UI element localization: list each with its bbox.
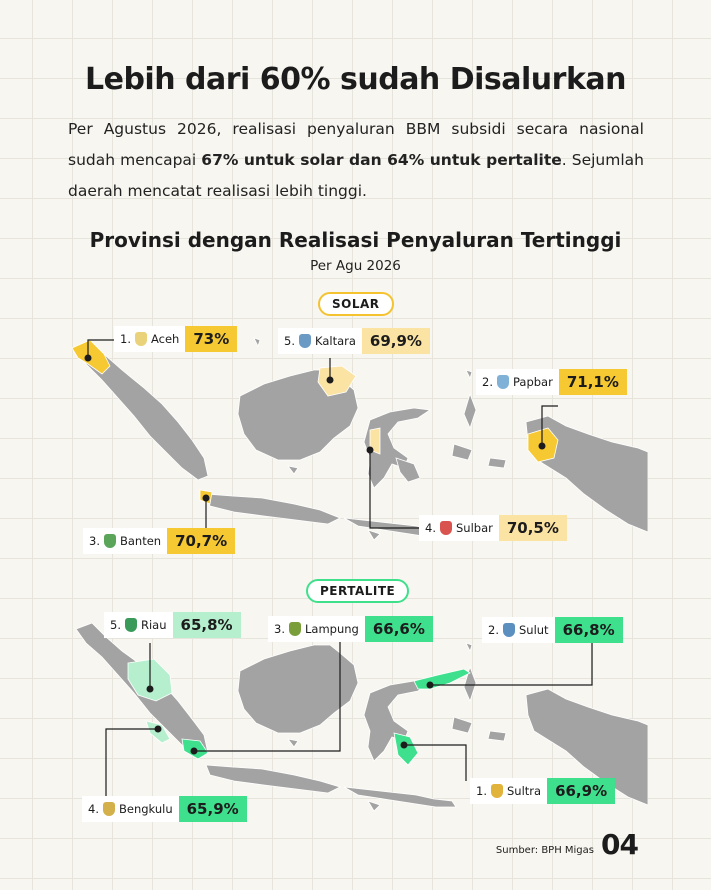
sulbar-emblem-icon — [440, 521, 452, 535]
intro-text-start: Per Agustus 2026, realisasi penyaluran BBM subsidi secara nasional sudah mencapai — [68, 120, 644, 169]
province-name: Riau — [140, 618, 167, 632]
solar-label-aceh — [114, 326, 237, 352]
rank: 5. — [110, 618, 121, 632]
pertalite-label-sulut — [482, 617, 623, 643]
province-value: 66,8% — [555, 617, 623, 643]
aceh-emblem-icon — [135, 332, 147, 346]
sulut-emblem-icon — [503, 623, 515, 637]
label-name-box — [419, 515, 499, 541]
solar-label-sulbar — [419, 515, 567, 541]
intro-paragraph — [68, 114, 644, 207]
solar-label-banten — [83, 528, 235, 554]
sulut-highlight — [414, 669, 470, 689]
sulawesi-southeast — [396, 458, 420, 482]
rank: 2. — [482, 375, 493, 389]
lampung-emblem-icon — [289, 622, 301, 636]
riau-emblem-icon — [125, 618, 137, 632]
pertalite-label-lampung — [268, 616, 433, 642]
solar-label-kaltara — [278, 328, 430, 354]
rank: 5. — [284, 334, 295, 348]
kaltara-emblem-icon — [299, 334, 311, 348]
intro-text-end: . Sejumlah daerah mencatat realisasi lebih tinggi. — [68, 151, 644, 200]
java-island — [206, 765, 340, 793]
rank: 2. — [488, 623, 499, 637]
rank: 4. — [88, 802, 99, 816]
province-value: 66,9% — [547, 778, 615, 804]
province-value: 65,8% — [173, 612, 241, 638]
maluku-islands — [452, 394, 506, 468]
province-name: Kaltara — [314, 334, 356, 348]
pertalite-badge: PERTALITE — [306, 579, 409, 603]
pertalite-label-bengkulu — [82, 796, 247, 822]
label-name-box — [470, 778, 547, 804]
label-name-box — [476, 369, 559, 395]
province-value: 65,9% — [179, 796, 247, 822]
solar-badge: SOLAR — [318, 292, 394, 316]
section-date: Per Agu 2026 — [310, 258, 401, 274]
page-number: 04 — [601, 828, 638, 861]
label-name-box — [114, 326, 185, 352]
label-name-box — [82, 796, 179, 822]
label-name-box — [278, 328, 362, 354]
province-value: 70,5% — [499, 515, 567, 541]
pertalite-label-riau — [104, 612, 241, 638]
sultra-emblem-icon — [491, 784, 503, 798]
intro-highlight: 67% untuk solar dan 64% untuk pertalite — [201, 151, 562, 169]
solar-label-papbar — [476, 369, 627, 395]
province-name: Sulbar — [455, 521, 493, 535]
rank: 3. — [274, 622, 285, 636]
bengkulu-emblem-icon — [103, 802, 115, 816]
province-name: Banten — [119, 534, 162, 548]
papbar-emblem-icon — [497, 375, 509, 389]
nusa-tenggara-islands — [344, 787, 456, 807]
province-value: 73% — [185, 326, 237, 352]
label-name-box — [482, 617, 555, 643]
province-value: 69,9% — [362, 328, 430, 354]
banten-emblem-icon — [104, 534, 116, 548]
label-name-box — [268, 616, 365, 642]
province-value: 66,6% — [365, 616, 433, 642]
province-name: Bengkulu — [118, 802, 173, 816]
label-name-box — [83, 528, 167, 554]
province-name: Sulut — [518, 623, 549, 637]
java-island — [206, 494, 340, 524]
rank: 1. — [476, 784, 487, 798]
province-value: 71,1% — [559, 369, 627, 395]
province-name: Papbar — [512, 375, 553, 389]
section-title: Provinsi dengan Realisasi Penyaluran Tertinggi — [89, 228, 622, 252]
province-name: Aceh — [150, 332, 180, 346]
page-title: Lebih dari 60% sudah Disalurkan — [84, 62, 627, 97]
rank: 1. — [120, 332, 131, 346]
province-value: 70,7% — [167, 528, 235, 554]
label-name-box — [104, 612, 173, 638]
province-name: Lampung — [304, 622, 359, 636]
pertalite-label-sultra — [470, 778, 615, 804]
source-note: Sumber: BPH Migas — [495, 845, 594, 856]
rank: 4. — [425, 521, 436, 535]
rank: 3. — [89, 534, 100, 548]
sultra-highlight — [394, 733, 418, 765]
province-name: Sultra — [506, 784, 542, 798]
